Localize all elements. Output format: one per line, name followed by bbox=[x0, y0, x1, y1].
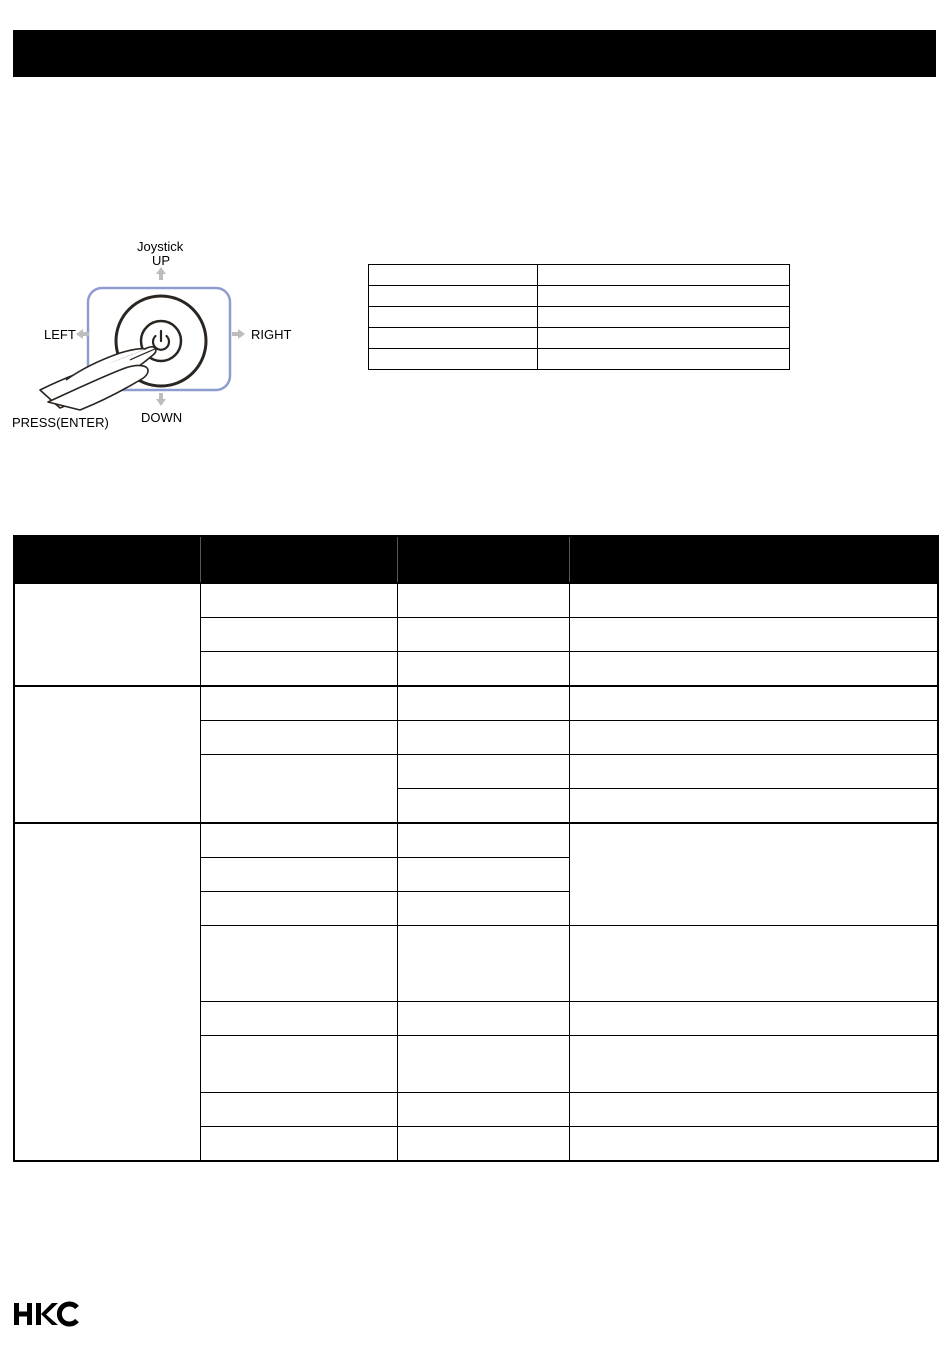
table-cell bbox=[569, 1002, 938, 1036]
table-cell bbox=[569, 618, 938, 652]
joystick-label: Joystick bbox=[137, 239, 184, 254]
table-cell bbox=[369, 286, 538, 307]
table-cell bbox=[200, 721, 397, 755]
table-cell bbox=[397, 1002, 569, 1036]
osd-menu-table bbox=[13, 535, 939, 1162]
table-cell bbox=[200, 1127, 397, 1162]
table-cell bbox=[397, 1093, 569, 1127]
table-cell bbox=[397, 892, 569, 926]
table-cell bbox=[397, 652, 569, 687]
table-cell bbox=[200, 858, 397, 892]
table-cell bbox=[569, 1127, 938, 1162]
left-label: LEFT bbox=[44, 327, 76, 342]
table-cell bbox=[397, 789, 569, 824]
table-header-row bbox=[14, 536, 938, 583]
table-cell bbox=[369, 349, 538, 370]
hkc-logo bbox=[13, 1298, 83, 1330]
finger-pressing-icon bbox=[40, 347, 156, 410]
table-cell bbox=[569, 721, 938, 755]
table-cell bbox=[397, 823, 569, 858]
table-row bbox=[369, 328, 790, 349]
up-label: UP bbox=[152, 253, 171, 268]
table-cell bbox=[538, 349, 790, 370]
column-header bbox=[397, 536, 569, 583]
table-cell bbox=[397, 926, 569, 1002]
table-cell bbox=[397, 721, 569, 755]
table-cell bbox=[397, 755, 569, 789]
table-cell bbox=[538, 307, 790, 328]
table-row bbox=[369, 307, 790, 328]
table-cell bbox=[569, 1036, 938, 1093]
table-cell bbox=[569, 926, 938, 1002]
table-cell bbox=[569, 755, 938, 789]
table-cell bbox=[200, 926, 397, 1002]
table-cell bbox=[200, 618, 397, 652]
arrow-up-icon bbox=[156, 267, 166, 280]
table-cell bbox=[569, 823, 938, 926]
table-cell bbox=[200, 823, 397, 858]
table-cell bbox=[397, 686, 569, 721]
table-cell bbox=[397, 858, 569, 892]
arrow-right-icon bbox=[232, 329, 245, 339]
menu-category-cell bbox=[14, 686, 200, 823]
table-cell bbox=[369, 265, 538, 286]
table-cell bbox=[369, 307, 538, 328]
table-cell bbox=[397, 618, 569, 652]
table-cell bbox=[200, 652, 397, 687]
table-cell bbox=[538, 265, 790, 286]
table-cell bbox=[569, 583, 938, 618]
table-cell bbox=[397, 1127, 569, 1162]
table-cell bbox=[569, 1093, 938, 1127]
table-row bbox=[14, 686, 938, 721]
table-row bbox=[14, 823, 938, 858]
column-header bbox=[569, 536, 938, 583]
table-row bbox=[14, 583, 938, 618]
table-cell bbox=[200, 1036, 397, 1093]
table-cell bbox=[569, 789, 938, 824]
table-cell bbox=[397, 583, 569, 618]
table-row bbox=[369, 265, 790, 286]
right-label: RIGHT bbox=[251, 327, 292, 342]
table-cell bbox=[538, 328, 790, 349]
column-header bbox=[200, 536, 397, 583]
press-enter-label: PRESS(ENTER) bbox=[12, 415, 109, 430]
table-cell bbox=[200, 1093, 397, 1127]
column-header bbox=[14, 536, 200, 583]
page-header-bar bbox=[13, 30, 936, 77]
table-row bbox=[369, 349, 790, 370]
down-label: DOWN bbox=[141, 410, 183, 425]
menu-category-cell bbox=[14, 823, 200, 1161]
menu-category-cell bbox=[14, 583, 200, 686]
table-row bbox=[369, 286, 790, 307]
table-cell bbox=[569, 652, 938, 687]
table-cell bbox=[200, 583, 397, 618]
table-cell bbox=[200, 755, 397, 824]
arrow-down-icon bbox=[156, 393, 166, 406]
table-cell bbox=[369, 328, 538, 349]
table-cell bbox=[569, 686, 938, 721]
table-cell bbox=[538, 286, 790, 307]
joystick-diagram bbox=[0, 230, 320, 440]
table-cell bbox=[200, 686, 397, 721]
table-cell bbox=[397, 1036, 569, 1093]
table-cell bbox=[200, 1002, 397, 1036]
table-cell bbox=[200, 892, 397, 926]
key-function-table bbox=[368, 264, 790, 370]
